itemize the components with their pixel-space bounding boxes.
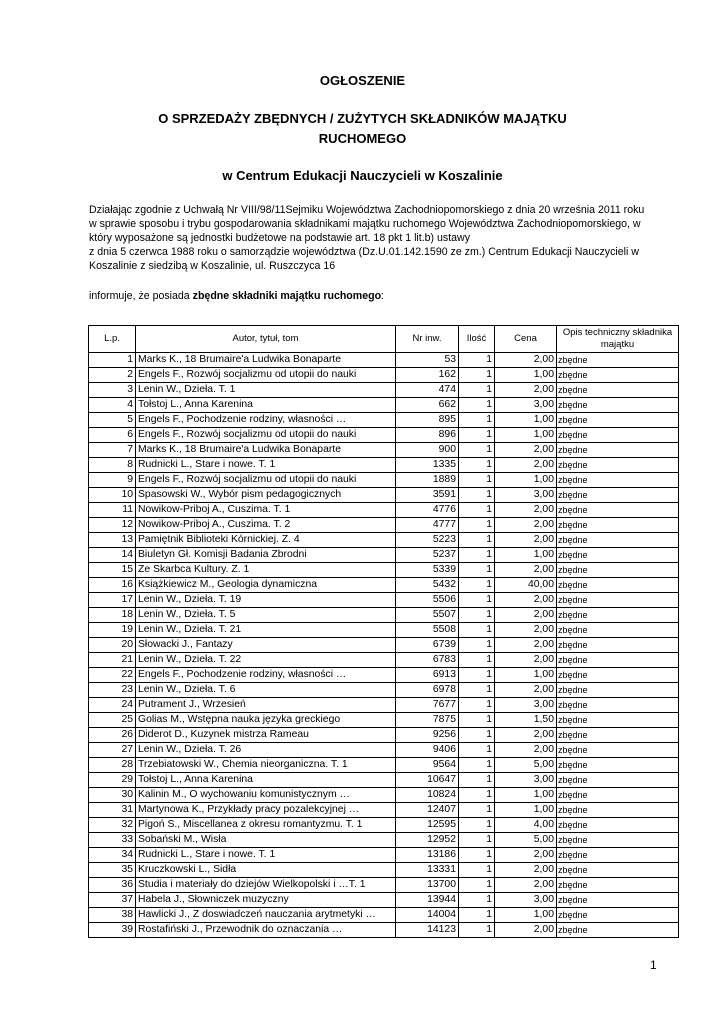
cell-quantity: 1 [459,428,495,443]
cell-inventory-number: 6739 [396,638,459,653]
cell-description: zbędne [557,923,679,938]
cell-lp: 4 [89,398,136,413]
cell-lp: 27 [89,743,136,758]
cell-price: 1,00 [495,548,557,563]
cell-price: 3,00 [495,698,557,713]
cell-quantity: 1 [459,818,495,833]
cell-quantity: 1 [459,623,495,638]
cell-quantity: 1 [459,683,495,698]
cell-quantity: 1 [459,863,495,878]
cell-inventory-number: 5507 [396,608,459,623]
cell-inventory-number: 12595 [396,818,459,833]
cell-inventory-number: 5506 [396,593,459,608]
cell-quantity: 1 [459,848,495,863]
table-row [89,353,679,368]
cell-inventory-number: 9256 [396,728,459,743]
cell-lp: 30 [89,788,136,803]
cell-inventory-number: 662 [396,398,459,413]
inform-prefix: informuje, że posiada [89,290,193,302]
cell-quantity: 1 [459,578,495,593]
cell-inventory-number: 12407 [396,803,459,818]
cell-quantity: 1 [459,503,495,518]
cell-author-title: Lenin W., Dzieła. T. 19 [136,593,396,608]
cell-author-title: Lenin W., Dzieła. T. 26 [136,743,396,758]
cell-lp: 11 [89,503,136,518]
table-row [89,803,679,818]
cell-author-title: Diderot D., Kuzynek mistrza Rameau [136,728,396,743]
cell-inventory-number: 896 [396,428,459,443]
cell-quantity: 1 [459,878,495,893]
cell-description: zbędne [557,758,679,773]
cell-price: 3,00 [495,488,557,503]
cell-inventory-number: 900 [396,443,459,458]
cell-price: 1,00 [495,473,557,488]
cell-inventory-number: 895 [396,413,459,428]
table-row [89,698,679,713]
cell-lp: 7 [89,443,136,458]
cell-lp: 32 [89,818,136,833]
cell-quantity: 1 [459,788,495,803]
paragraph-line: z dnia 5 czerwca 1988 roku o samorządzie województwa (Dz.U.01.142.1590 ze zm.) Centrum Edukacji Nauczycieli w [89,246,639,258]
header-quantity: Ilość [459,326,495,353]
cell-lp: 6 [89,428,136,443]
cell-quantity: 1 [459,923,495,938]
cell-lp: 34 [89,848,136,863]
cell-author-title: Putrament J., Wrzesień [136,698,396,713]
assets-table [88,325,679,938]
cell-price: 1,00 [495,413,557,428]
cell-author-title: Nowikow-Priboj A., Cuszima. T. 2 [136,518,396,533]
cell-price: 3,00 [495,773,557,788]
cell-price: 1,00 [495,803,557,818]
cell-author-title: Hawlicki J., Z doswiadczeń nauczania arytmetyki … [136,908,396,923]
cell-author-title: Rostafiński J., Przewodnik do oznaczania … [136,923,396,938]
cell-quantity: 1 [459,398,495,413]
cell-price: 3,00 [495,893,557,908]
cell-description: zbędne [557,803,679,818]
header-inventory-number: Nr inw. [396,326,459,353]
cell-price: 2,00 [495,863,557,878]
cell-lp: 17 [89,593,136,608]
cell-lp: 14 [89,548,136,563]
table-row [89,923,679,938]
cell-description: zbędne [557,623,679,638]
table-row [89,458,679,473]
table-row [89,683,679,698]
cell-quantity: 1 [459,758,495,773]
cell-price: 2,00 [495,518,557,533]
cell-lp: 22 [89,668,136,683]
table-row [89,713,679,728]
cell-description: zbędne [557,848,679,863]
cell-description: zbędne [557,698,679,713]
cell-author-title: Pigoń S., Miscellanea z okresu romantyzmu. T. 1 [136,818,396,833]
institution-name: w Centrum Edukacji Nauczycieli w Koszalinie [222,168,503,183]
cell-description: zbędne [557,428,679,443]
table-row [89,908,679,923]
cell-price: 3,00 [495,398,557,413]
cell-author-title: Kalinin M., O wychowaniu komunistycznym … [136,788,396,803]
cell-price: 2,00 [495,743,557,758]
cell-description: zbędne [557,383,679,398]
cell-price: 4,00 [495,818,557,833]
cell-description: zbędne [557,368,679,383]
table-row [89,398,679,413]
header-author-title: Autor, tytuł, tom [136,326,396,353]
cell-description: zbędne [557,578,679,593]
table-row [89,428,679,443]
cell-inventory-number: 6783 [396,653,459,668]
cell-quantity: 1 [459,833,495,848]
cell-inventory-number: 13944 [396,893,459,908]
cell-inventory-number: 9564 [396,758,459,773]
cell-description: zbędne [557,908,679,923]
cell-description: zbędne [557,713,679,728]
cell-description: zbędne [557,503,679,518]
cell-description: zbędne [557,413,679,428]
cell-description: zbędne [557,533,679,548]
paragraph-line: w sprawie sposobu i trybu gospodarowania składnikami majątku ruchomego Województwa Zachodniopomorskiego, w [89,218,641,230]
cell-inventory-number: 13700 [396,878,459,893]
cell-author-title: Engels F., Rozwój socjalizmu od utopii do nauki [136,428,396,443]
table-row [89,608,679,623]
cell-inventory-number: 5432 [396,578,459,593]
cell-inventory-number: 12952 [396,833,459,848]
paragraph-line: Koszalinie z siedzibą w Koszalinie, ul. Ruszczyca 16 [89,260,336,272]
cell-quantity: 1 [459,353,495,368]
cell-lp: 21 [89,653,136,668]
cell-inventory-number: 6978 [396,683,459,698]
cell-author-title: Rudnicki L., Stare i nowe. T. 1 [136,458,396,473]
cell-quantity: 1 [459,893,495,908]
cell-price: 1,00 [495,788,557,803]
cell-inventory-number: 5223 [396,533,459,548]
cell-quantity: 1 [459,368,495,383]
table-row [89,443,679,458]
cell-author-title: Engels F., Rozwój socjalizmu od utopii do nauki [136,368,396,383]
cell-inventory-number: 7677 [396,698,459,713]
cell-lp: 18 [89,608,136,623]
cell-quantity: 1 [459,908,495,923]
cell-quantity: 1 [459,518,495,533]
cell-lp: 25 [89,713,136,728]
cell-lp: 24 [89,698,136,713]
cell-description: zbędne [557,818,679,833]
table-row [89,548,679,563]
table-row [89,563,679,578]
cell-author-title: Habela J., Słowniczek muzyczny [136,893,396,908]
cell-quantity: 1 [459,383,495,398]
table-row [89,893,679,908]
cell-author-title: Sobański M., Wisła [136,833,396,848]
cell-author-title: Pamiętnik Biblioteki Kórnickiej. Z. 4 [136,533,396,548]
cell-price: 2,00 [495,728,557,743]
cell-inventory-number: 10824 [396,788,459,803]
cell-author-title: Lenin W., Dzieła. T. 22 [136,653,396,668]
cell-price: 2,00 [495,923,557,938]
table-row [89,848,679,863]
cell-inventory-number: 7875 [396,713,459,728]
cell-quantity: 1 [459,413,495,428]
doc-subtitle-line-1: O SPRZEDAŻY ZBĘDNYCH / ZUŻYTYCH SKŁADNIKÓW MAJĄTKU [158,111,567,126]
table-row [89,368,679,383]
cell-price: 2,00 [495,608,557,623]
cell-lp: 29 [89,773,136,788]
table-row [89,473,679,488]
cell-price: 1,00 [495,908,557,923]
cell-price: 2,00 [495,563,557,578]
cell-lp: 3 [89,383,136,398]
table-row [89,668,679,683]
cell-quantity: 1 [459,728,495,743]
cell-inventory-number: 3591 [396,488,459,503]
cell-inventory-number: 4777 [396,518,459,533]
table-row [89,488,679,503]
cell-description: zbędne [557,458,679,473]
cell-description: zbędne [557,893,679,908]
cell-description: zbędne [557,608,679,623]
cell-lp: 38 [89,908,136,923]
table-row [89,503,679,518]
cell-price: 2,00 [495,383,557,398]
cell-author-title: Lenin W., Dzieła. T. 1 [136,383,396,398]
cell-quantity: 1 [459,473,495,488]
cell-lp: 19 [89,623,136,638]
cell-quantity: 1 [459,698,495,713]
cell-price: 1,50 [495,713,557,728]
cell-author-title: Rudnicki L., Stare i nowe. T. 1 [136,848,396,863]
cell-lp: 20 [89,638,136,653]
cell-description: zbędne [557,518,679,533]
table-row [89,653,679,668]
cell-price: 40,00 [495,578,557,593]
cell-author-title: Engels F., Pochodzenie rodziny, własności … [136,668,396,683]
cell-author-title: Marks K., 18 Brumaire'a Ludwika Bonaparte [136,443,396,458]
cell-price: 2,00 [495,593,557,608]
cell-quantity: 1 [459,443,495,458]
cell-author-title: Spasowski W., Wybór pism pedagogicznych [136,488,396,503]
cell-author-title: Lenin W., Dzieła. T. 21 [136,623,396,638]
cell-author-title: Marks K., 18 Brumaire'a Ludwika Bonaparte [136,353,396,368]
cell-author-title: Martynowa K., Przykłady pracy pozalekcyjnej … [136,803,396,818]
cell-description: zbędne [557,668,679,683]
cell-author-title: Studia i materiały do dziejów Wielkopolski i …T. 1 [136,878,396,893]
cell-lp: 8 [89,458,136,473]
paragraph-line: który wyposażone są jednostki budżetowe na podstawie art. 18 pkt 1 lit.b) ustawy [89,232,470,244]
paragraph-line: Działając zgodnie z Uchwałą Nr VIII/98/11Sejmiku Województwa Zachodniopomorskiego z dnia 20 września 2011 roku [89,204,645,216]
cell-inventory-number: 474 [396,383,459,398]
cell-lp: 31 [89,803,136,818]
cell-description: zbędne [557,353,679,368]
table-row [89,638,679,653]
cell-description: zbędne [557,788,679,803]
cell-quantity: 1 [459,593,495,608]
cell-quantity: 1 [459,713,495,728]
table-row [89,728,679,743]
cell-lp: 23 [89,683,136,698]
header-lp: L.p. [89,326,136,353]
cell-lp: 16 [89,578,136,593]
cell-price: 2,00 [495,638,557,653]
cell-inventory-number: 162 [396,368,459,383]
cell-quantity: 1 [459,548,495,563]
cell-lp: 39 [89,923,136,938]
cell-author-title: Ze Skarbca Kultury. Z. 1 [136,563,396,578]
table-row [89,383,679,398]
cell-description: zbędne [557,593,679,608]
header-price: Cena [495,326,557,353]
cell-lp: 28 [89,758,136,773]
cell-lp: 35 [89,863,136,878]
cell-author-title: Lenin W., Dzieła. T. 5 [136,608,396,623]
table-header-row [89,326,679,353]
cell-author-title: Tołstoj L., Anna Karenina [136,398,396,413]
header-description: Opis techniczny składnika majątku [557,326,679,353]
cell-lp: 13 [89,533,136,548]
cell-price: 1,00 [495,428,557,443]
cell-lp: 33 [89,833,136,848]
cell-price: 1,00 [495,668,557,683]
cell-quantity: 1 [459,608,495,623]
cell-price: 1,00 [495,368,557,383]
cell-description: zbędne [557,638,679,653]
table-row [89,758,679,773]
cell-author-title: Tołstoj L., Anna Karenina [136,773,396,788]
cell-description: zbędne [557,743,679,758]
cell-lp: 5 [89,413,136,428]
cell-price: 2,00 [495,458,557,473]
cell-author-title: Lenin W., Dzieła. T. 6 [136,683,396,698]
cell-description: zbędne [557,773,679,788]
cell-quantity: 1 [459,803,495,818]
cell-inventory-number: 5237 [396,548,459,563]
cell-lp: 12 [89,518,136,533]
cell-lp: 26 [89,728,136,743]
cell-author-title: Biuletyn Gł. Komisji Badania Zbrodni [136,548,396,563]
table-row [89,578,679,593]
cell-description: zbędne [557,833,679,848]
cell-inventory-number: 4776 [396,503,459,518]
table-row [89,623,679,638]
cell-quantity: 1 [459,638,495,653]
cell-price: 2,00 [495,353,557,368]
cell-author-title: Engels F., Pochodzenie rodziny, własności … [136,413,396,428]
cell-quantity: 1 [459,773,495,788]
cell-price: 2,00 [495,503,557,518]
table-row [89,413,679,428]
cell-price: 2,00 [495,848,557,863]
table-row [89,743,679,758]
cell-inventory-number: 9406 [396,743,459,758]
cell-quantity: 1 [459,653,495,668]
cell-inventory-number: 1889 [396,473,459,488]
cell-inventory-number: 10647 [396,773,459,788]
cell-lp: 2 [89,368,136,383]
cell-inventory-number: 5508 [396,623,459,638]
doc-title: OGŁOSZENIE [319,73,406,88]
cell-quantity: 1 [459,488,495,503]
cell-price: 5,00 [495,833,557,848]
page-number: 1 [650,958,657,972]
cell-lp: 10 [89,488,136,503]
cell-quantity: 1 [459,533,495,548]
table-row [89,593,679,608]
cell-quantity: 1 [459,743,495,758]
cell-description: zbędne [557,398,679,413]
cell-price: 2,00 [495,533,557,548]
cell-quantity: 1 [459,668,495,683]
table-row [89,773,679,788]
cell-description: zbędne [557,488,679,503]
cell-inventory-number: 1335 [396,458,459,473]
table-row [89,878,679,893]
inform-bold: zbędne składniki majątku ruchomego [192,290,382,302]
cell-description: zbędne [557,878,679,893]
table-row [89,833,679,848]
cell-author-title: Książkiewicz M., Geologia dynamiczna [136,578,396,593]
cell-inventory-number: 13331 [396,863,459,878]
cell-lp: 37 [89,893,136,908]
cell-lp: 15 [89,563,136,578]
table-row [89,818,679,833]
cell-description: zbędne [557,473,679,488]
cell-author-title: Nowikow-Priboj A., Cuszima. T. 1 [136,503,396,518]
cell-author-title: Golias M., Wstępna nauka języka greckiego [136,713,396,728]
cell-inventory-number: 14004 [396,908,459,923]
table-row [89,518,679,533]
cell-description: zbędne [557,863,679,878]
cell-lp: 1 [89,353,136,368]
cell-description: zbędne [557,563,679,578]
cell-price: 2,00 [495,443,557,458]
cell-description: zbędne [557,728,679,743]
cell-inventory-number: 6913 [396,668,459,683]
cell-lp: 36 [89,878,136,893]
cell-author-title: Trzebiatowski W., Chemia nieorganiczna. T. 1 [136,758,396,773]
cell-author-title: Engels F., Rozwój socjalizmu od utopii do nauki [136,473,396,488]
cell-description: zbędne [557,683,679,698]
cell-price: 2,00 [495,683,557,698]
cell-lp: 9 [89,473,136,488]
cell-inventory-number: 5339 [396,563,459,578]
table-row [89,863,679,878]
cell-price: 2,00 [495,653,557,668]
cell-quantity: 1 [459,563,495,578]
cell-author-title: Kruczkowski L., Sidła [136,863,396,878]
doc-subtitle-line-2: RUCHOMEGO [318,131,407,146]
cell-author-title: Słowacki J., Fantazy [136,638,396,653]
cell-inventory-number: 53 [396,353,459,368]
legal-basis-paragraph [89,203,689,273]
cell-price: 2,00 [495,878,557,893]
cell-price: 5,00 [495,758,557,773]
table-row [89,788,679,803]
cell-inventory-number: 14123 [396,923,459,938]
inform-line [89,290,384,302]
inform-suffix: : [381,290,384,302]
table-row [89,533,679,548]
cell-price: 2,00 [495,623,557,638]
cell-quantity: 1 [459,458,495,473]
cell-inventory-number: 13186 [396,848,459,863]
cell-description: zbędne [557,653,679,668]
cell-description: zbędne [557,443,679,458]
cell-description: zbędne [557,548,679,563]
